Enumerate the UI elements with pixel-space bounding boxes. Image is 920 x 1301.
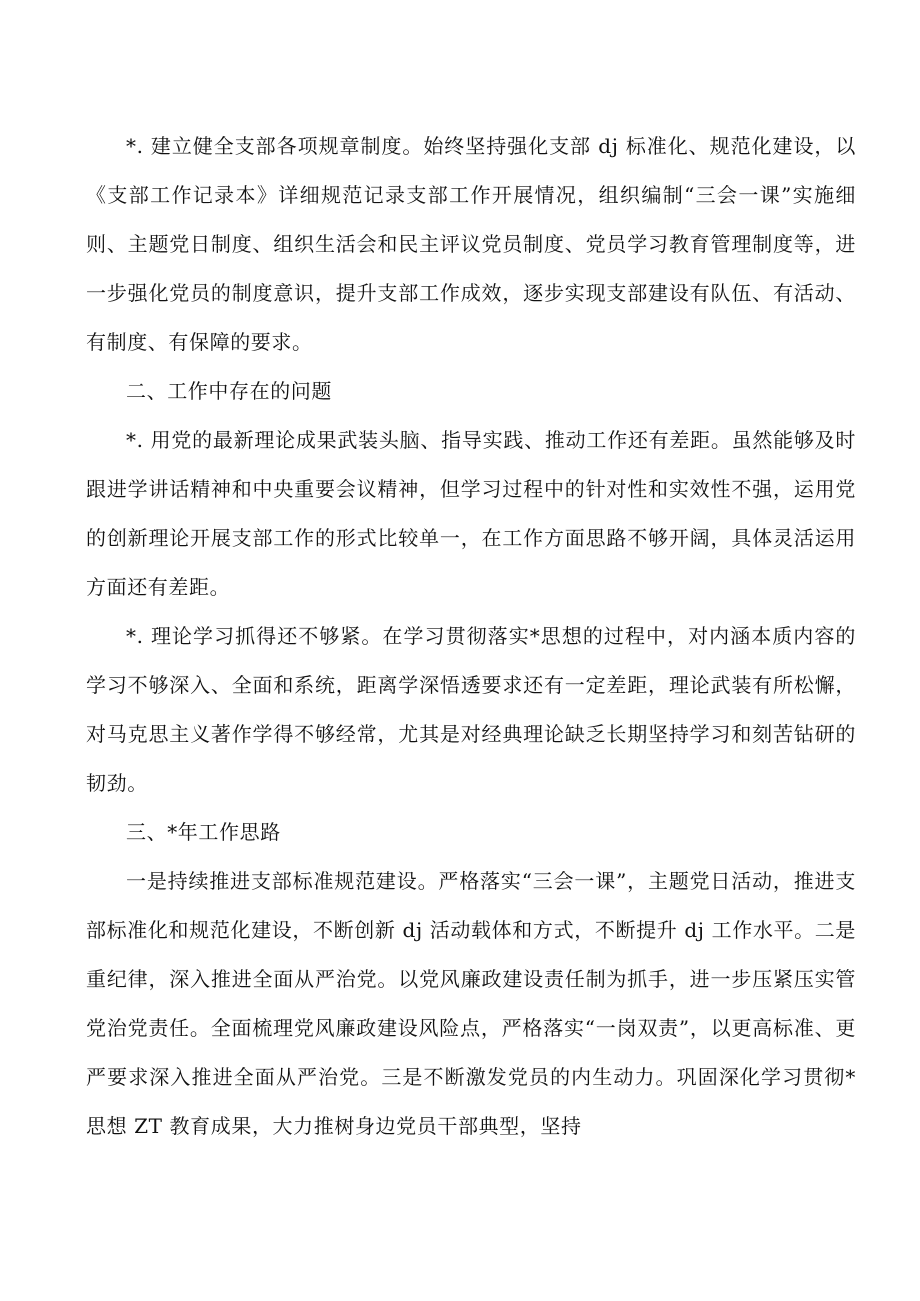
paragraph-theory-practice-gap: *. 用党的最新理论成果武装头脑、指导实践、推动工作还有差距。虽然能够及时跟进学讲话精神和中央重要会议精神，但学习过程中的针对性和实效性不强，运用党的创新理论开展支部工作的形式比较单一，在工作方面思路不够开阔，具体灵活运用方面还有差距。 — [86, 428, 856, 599]
paragraph-theory-study: *. 理论学习抓得还不够紧。在学习贯彻落实*思想的过程中，对内涵本质内容的学习不够深入、全面和系统，距离学深悟透要求还有一定差距，理论武装有所松懈，对马克思主义著作学得不够经常，尤其是对经典理论缺乏长期坚持学习和刻苦钻研的韧劲。 — [86, 624, 856, 795]
document-body — [86, 122, 856, 1151]
section-heading-problems: 二、工作中存在的问题 — [126, 379, 332, 403]
paragraph-work-plan-details: 一是持续推进支部标准规范建设。严格落实“三会一课”，主题党日活动，推进支部标准化和规范化建设，不断创新 dj 活动载体和方式，不断提升 dj 工作水平。二是重纪律，深入推进全面从严治党。以党风廉政建设责任制为抓手，进一步压紧压实管党治党责任。全面梳理党风廉政建设风险点，严格落实“一岗双责”，以更高标准、更严要求深入推进全面从严治党。三是不断激发党员的内生动力。巩固深化学习贯彻*思想 ZT 教育成果，大力推树身边党员干部典型，坚持 — [86, 869, 856, 1138]
section-heading-work-plan: 三、*年工作思路 — [126, 820, 281, 844]
paragraph-rules-system: *. 建立健全支部各项规章制度。始终坚持强化支部 dj 标准化、规范化建设，以《支部工作记录本》详细规范记录支部工作开展情况，组织编制“三会一课”实施细则、主题党日制度、组织生活会和民主评议党员制度、党员学习教育管理制度等，进一步强化党员的制度意识，提升支部工作成效，逐步实现支部建设有队伍、有活动、有制度、有保障的要求。 — [86, 134, 856, 354]
